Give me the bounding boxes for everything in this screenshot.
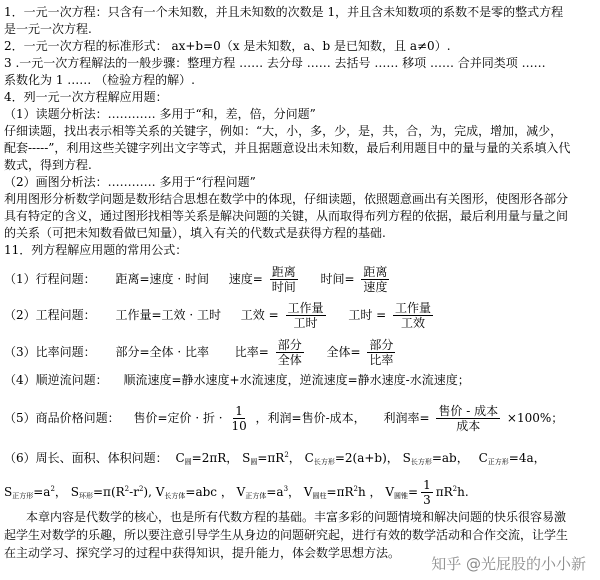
steps-line-2: 系数化为 1 …… （检验方程的解）. <box>4 73 195 87</box>
method2-line-2: 具有特定的含义，通过图形找相等关系是解决问题的关键，从而取得布列方程的依据，最后利用量与量之间 <box>4 209 569 223</box>
formula-term: $S_{环形}=\pi(R^2-r^2)$, <box>70 485 152 500</box>
denominator: 成本 <box>456 419 481 433</box>
method1-line-2: 配套-----”，利用这些关键字列出文字等式，并且据题意设出未知数，最后利用题目中的量与量的关系填入代 <box>4 141 571 155</box>
formula-term: $S_圆=\pi R^2$， <box>242 451 301 466</box>
formula-term: $C_{长方形}=2(a+b)$， <box>304 451 399 466</box>
steps-line-1: 3 .一元一次方程解法的一般步骤：整理方程 …… 去分母 …… 去括号 …… 移项 …… 合并同类项 …… <box>4 56 546 70</box>
fraction <box>367 338 395 367</box>
formula-term: $V_{正方体}=a^3$， <box>236 485 301 500</box>
formula-label: （1）行程问题： <box>4 272 96 286</box>
definition-line-2: 是一元一次方程. <box>4 22 92 36</box>
definition-line-1: 1．一元一次方程：只含有一个未知数，并且未知数的次数是 1，并且含未知数项的系数不是零的整式方程 <box>4 5 564 19</box>
method1-heading: （1）读题分析法：………… 多用于“和，差，倍，分问题” <box>4 107 316 121</box>
summary-line-1: 本章内容是代数学的核心，也是所有代数方程的基础。丰富多彩的问题情境和解决问题的快乐很容易激 <box>26 510 567 524</box>
formula-term: $C_{正方形}=4a$， <box>478 451 546 466</box>
formula-term: 全体= <box>326 345 361 359</box>
formula-label: （6）周长、面积、体积问题： <box>4 451 168 465</box>
method2-heading: （2）画图分析法：………… 多用于“行程问题” <box>4 175 256 189</box>
application-heading: 4．列一元一次方程解应用题： <box>4 90 168 104</box>
fraction <box>436 404 500 433</box>
formula-label: （3）比率问题： <box>4 345 96 359</box>
fraction <box>393 301 433 330</box>
denominator: 全体 <box>277 353 302 367</box>
formula-term: 利润率= <box>383 411 430 425</box>
numerator: 距离 <box>363 265 388 279</box>
formula-term: 部分=全体 · 比率 <box>115 345 209 359</box>
formula-label: （5）商品价格问题： <box>4 411 120 425</box>
denominator: 比率 <box>369 353 394 367</box>
formula-term: 顺流速度=静水速度+水流速度，逆流速度=静水速度-水流速度； <box>123 373 470 387</box>
numerator: 距离 <box>271 265 296 279</box>
formula-work <box>4 301 594 330</box>
summary-line-2: 起学生对数学的乐趣，所以要注意引导学生从身边的问题研究起，进行有效的数学活动和合作交流，让学生 <box>4 528 569 542</box>
formula-term: 售价=定价 · 折 · <box>133 411 223 425</box>
denominator: 速度 <box>363 280 388 294</box>
formula-travel <box>4 265 594 294</box>
fraction <box>286 301 326 330</box>
formula-geometry-2 <box>4 478 594 507</box>
denominator: 时间 <box>271 280 296 294</box>
formula-term: 时间= <box>320 272 355 286</box>
denominator: 工时 <box>293 316 318 330</box>
numerator: 售价 - 成本 <box>438 404 499 418</box>
formula-term: ×100%； <box>506 411 564 425</box>
denominator: 工效 <box>401 316 426 330</box>
formula-term: ，利润=售价-成本， <box>255 411 366 425</box>
formula-term: 工时 = <box>348 308 387 322</box>
formula-term: $S_{长方形}=ab$， <box>402 451 469 466</box>
formula-ratio <box>4 338 594 367</box>
watermark: 知乎 @光屁股的小小新 <box>431 555 586 573</box>
formula-term: 工作量=工效 · 工时 <box>115 308 221 322</box>
formula-term: $V_{圆锥}=$ $\frac{1}{3}$ $\pi R^2h$. <box>385 478 469 507</box>
formula-label: （4）顺逆流问题： <box>4 373 108 387</box>
numerator: 工作量 <box>287 301 324 315</box>
formula-term: $S_{正方形}=a^2$， <box>4 485 67 500</box>
formula-term: 工效 = <box>240 308 279 322</box>
method1-line-3: 数式，得到方程. <box>4 158 92 172</box>
formula-price <box>4 404 594 433</box>
numerator: 部分 <box>369 338 394 352</box>
fraction <box>361 265 389 294</box>
formula-term: 比率= <box>234 345 269 359</box>
denominator: 10 <box>231 419 247 433</box>
fraction <box>229 404 248 433</box>
formula-term: 速度= <box>228 272 263 286</box>
standard-form-line: 2．一元一次方程的标准形式： ax+b=0（x 是未知数，a、b 是已知数，且 a≠0）. <box>4 39 451 53</box>
formula-geometry <box>4 447 594 470</box>
fraction: $\frac{1}{3}$ <box>423 478 431 507</box>
fraction <box>270 265 298 294</box>
formula-term: $C_圆=2\pi R$， <box>175 451 239 466</box>
numerator: 1 <box>235 404 243 418</box>
formula-term: $V_{长方体}=abc$ ， <box>155 485 233 500</box>
formula-term: 距离=速度 · 时间 <box>115 272 209 286</box>
summary-line-3: 在主动学习、探究学习的过程中获得知识，提升能力，体会数学思想方法。 <box>4 546 401 560</box>
method1-line-1: 仔细读题，找出表示相等关系的关键字，例如：“大，小，多，少，是，共，合，为，完成，增加，减少， <box>4 124 563 138</box>
numerator: 部分 <box>277 338 302 352</box>
method2-line-1: 利用图形分析数学问题是数形结合思想在数学中的体现，仔细读题，依照题意画出有关图形，使图形各部分 <box>4 192 569 206</box>
formula-stream <box>4 372 594 388</box>
method2-line-3: 的关系（可把未知数看做已知量），填入有关的代数式是获得方程的基础. <box>4 226 386 240</box>
formulas-heading: 11．列方程解应用题的常用公式： <box>4 243 188 257</box>
numerator: 工作量 <box>395 301 432 315</box>
formula-term: $V_{圆柱}=\pi R^2h$ ， <box>303 485 382 500</box>
formula-label: （2）工程问题： <box>4 308 96 322</box>
fraction <box>276 338 304 367</box>
